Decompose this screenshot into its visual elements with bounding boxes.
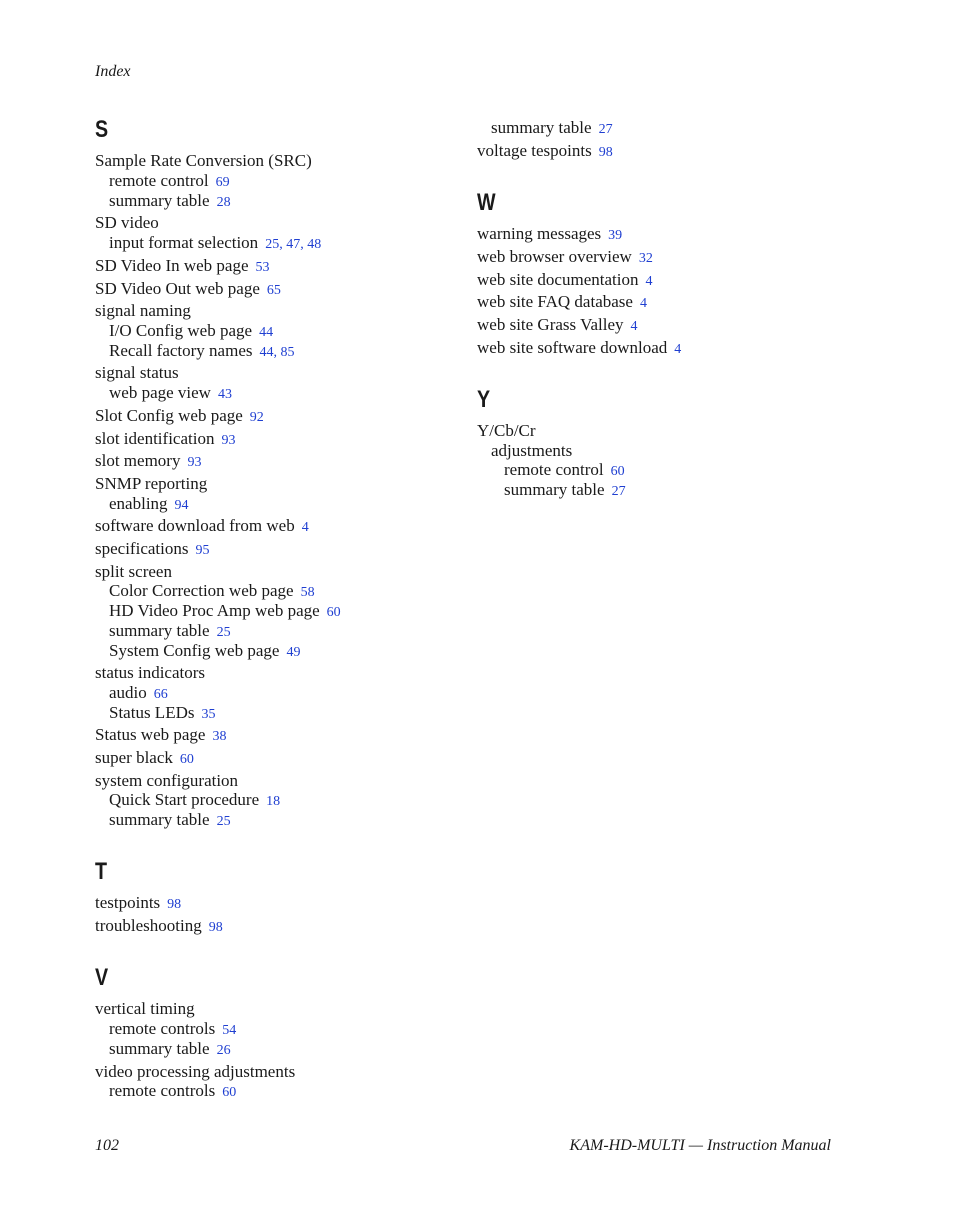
page-link[interactable]: 92 xyxy=(249,410,264,425)
index-entry: SNMP reporting xyxy=(95,474,208,493)
index-entry: system configuration xyxy=(95,771,239,790)
index-subentry: System Config web page 49 xyxy=(109,641,301,660)
index-letter-s: S xyxy=(95,116,109,143)
page-link[interactable]: 60 xyxy=(222,1085,237,1100)
page-link[interactable]: 54 xyxy=(222,1023,237,1038)
page-link[interactable]: 4 xyxy=(639,296,647,311)
page-link[interactable]: 44 xyxy=(259,325,274,340)
index-entry: Status web page 38 xyxy=(95,725,227,744)
index-entry: vertical timing xyxy=(95,999,195,1018)
page-link[interactable]: 43 xyxy=(217,387,232,402)
page-link[interactable]: 60 xyxy=(610,464,625,479)
index-entry: SD Video In web page 53 xyxy=(95,256,270,275)
page-link[interactable]: 98 xyxy=(208,920,223,935)
page-link[interactable]: 98 xyxy=(167,897,182,912)
index-subentry: summary table 28 xyxy=(109,191,231,210)
index-subentry: audio 66 xyxy=(109,683,168,702)
page-number: 102 xyxy=(95,1137,119,1154)
page-link[interactable]: 93 xyxy=(221,433,236,448)
page-link[interactable]: 39 xyxy=(608,228,623,243)
index-entry: voltage tespoints 98 xyxy=(477,141,613,160)
page-link[interactable]: 65 xyxy=(266,283,281,298)
index-entry: warning messages 39 xyxy=(477,224,623,243)
page-link[interactable]: 60 xyxy=(326,605,341,620)
index-subentry: remote control 69 xyxy=(109,171,230,190)
index-entry: web site software download 4 xyxy=(477,338,682,357)
page-link[interactable]: 27 xyxy=(611,484,626,499)
page-link[interactable]: 26 xyxy=(216,1043,231,1058)
index-subentry: adjustments xyxy=(491,441,573,460)
index-entry: web site documentation 4 xyxy=(477,270,653,289)
index-subentry: summary table 25 xyxy=(109,621,231,640)
index-entry: Sample Rate Conversion (SRC) xyxy=(95,151,312,170)
page-link[interactable]: 38 xyxy=(212,729,227,744)
index-letter-w: W xyxy=(477,189,496,216)
index-entry: signal naming xyxy=(95,301,191,320)
page-link[interactable]: 98 xyxy=(598,145,613,160)
index-entry: signal status xyxy=(95,363,179,382)
index-subentry: enabling 94 xyxy=(109,494,189,513)
page-header: Index xyxy=(95,63,131,80)
index-entry: split screen xyxy=(95,562,172,581)
index-entry: slot memory 93 xyxy=(95,451,202,470)
page-link[interactable]: 25 xyxy=(216,625,231,640)
index-entry: specifications 95 xyxy=(95,539,210,558)
page-link[interactable]: 28 xyxy=(216,195,231,210)
index-subentry: summary table 27 xyxy=(491,118,613,137)
index-letter-v: V xyxy=(95,964,109,991)
index-entry: troubleshooting 98 xyxy=(95,916,223,935)
page-link[interactable]: 4 xyxy=(645,274,653,289)
page-link[interactable]: 44, 85 xyxy=(259,345,295,360)
index-subentry: I/O Config web page 44 xyxy=(109,321,274,340)
page-link[interactable]: 53 xyxy=(255,260,270,275)
index-letter-y: Y xyxy=(477,386,491,413)
page-link[interactable]: 18 xyxy=(266,794,281,809)
index-entry: Slot Config web page 92 xyxy=(95,406,264,425)
page-link[interactable]: 49 xyxy=(286,645,301,660)
index-subentry: summary table 25 xyxy=(109,810,231,829)
index-subentry: remote controls 54 xyxy=(109,1019,237,1038)
index-subentry: summary table 26 xyxy=(109,1039,231,1058)
index-entry: testpoints 98 xyxy=(95,893,182,912)
index-entry: SD Video Out web page 65 xyxy=(95,279,281,298)
index-subentry: remote controls 60 xyxy=(109,1081,237,1100)
page-link[interactable]: 58 xyxy=(300,585,315,600)
index-subentry: Recall factory names 44, 85 xyxy=(109,341,295,360)
page-link[interactable]: 25 xyxy=(216,814,231,829)
index-entry: slot identification 93 xyxy=(95,429,236,448)
index-subentry: Status LEDs 35 xyxy=(109,703,216,722)
index-entry: web site FAQ database 4 xyxy=(477,292,647,311)
index-subentry: remote control 60 xyxy=(504,460,625,479)
page-link[interactable]: 69 xyxy=(215,175,230,190)
index-entry: Y/Cb/Cr xyxy=(477,421,536,440)
page-link[interactable]: 27 xyxy=(598,122,613,137)
page-link[interactable]: 95 xyxy=(195,543,210,558)
index-entry: web browser overview 32 xyxy=(477,247,653,266)
page-link[interactable]: 32 xyxy=(638,251,653,266)
index-entry: web site Grass Valley 4 xyxy=(477,315,638,334)
index-subentry: HD Video Proc Amp web page 60 xyxy=(109,601,341,620)
page-link[interactable]: 60 xyxy=(179,752,194,767)
manual-title: KAM-HD-MULTI — Instruction Manual xyxy=(569,1137,831,1154)
index-subentry: web page view 43 xyxy=(109,383,232,402)
page-link[interactable]: 25, 47, 48 xyxy=(265,237,322,252)
index-subentry: summary table 27 xyxy=(504,480,626,499)
page-link[interactable]: 4 xyxy=(301,520,309,535)
page-link[interactable]: 94 xyxy=(174,498,189,513)
index-entry: super black 60 xyxy=(95,748,194,767)
page-link[interactable]: 4 xyxy=(674,342,682,357)
index-subentry: Color Correction web page 58 xyxy=(109,581,315,600)
page-link[interactable]: 66 xyxy=(153,687,168,702)
index-subentry: input format selection 25, 47, 48 xyxy=(109,233,322,252)
page-link[interactable]: 4 xyxy=(630,319,638,334)
index-entry: video processing adjustments xyxy=(95,1062,296,1081)
index-letter-t: T xyxy=(95,858,108,885)
index-entry: software download from web 4 xyxy=(95,516,309,535)
index-entry: SD video xyxy=(95,213,159,232)
index-entry: status indicators xyxy=(95,663,206,682)
index-subentry: Quick Start procedure 18 xyxy=(109,790,281,809)
page-link[interactable]: 35 xyxy=(201,707,216,722)
page-link[interactable]: 93 xyxy=(187,455,202,470)
